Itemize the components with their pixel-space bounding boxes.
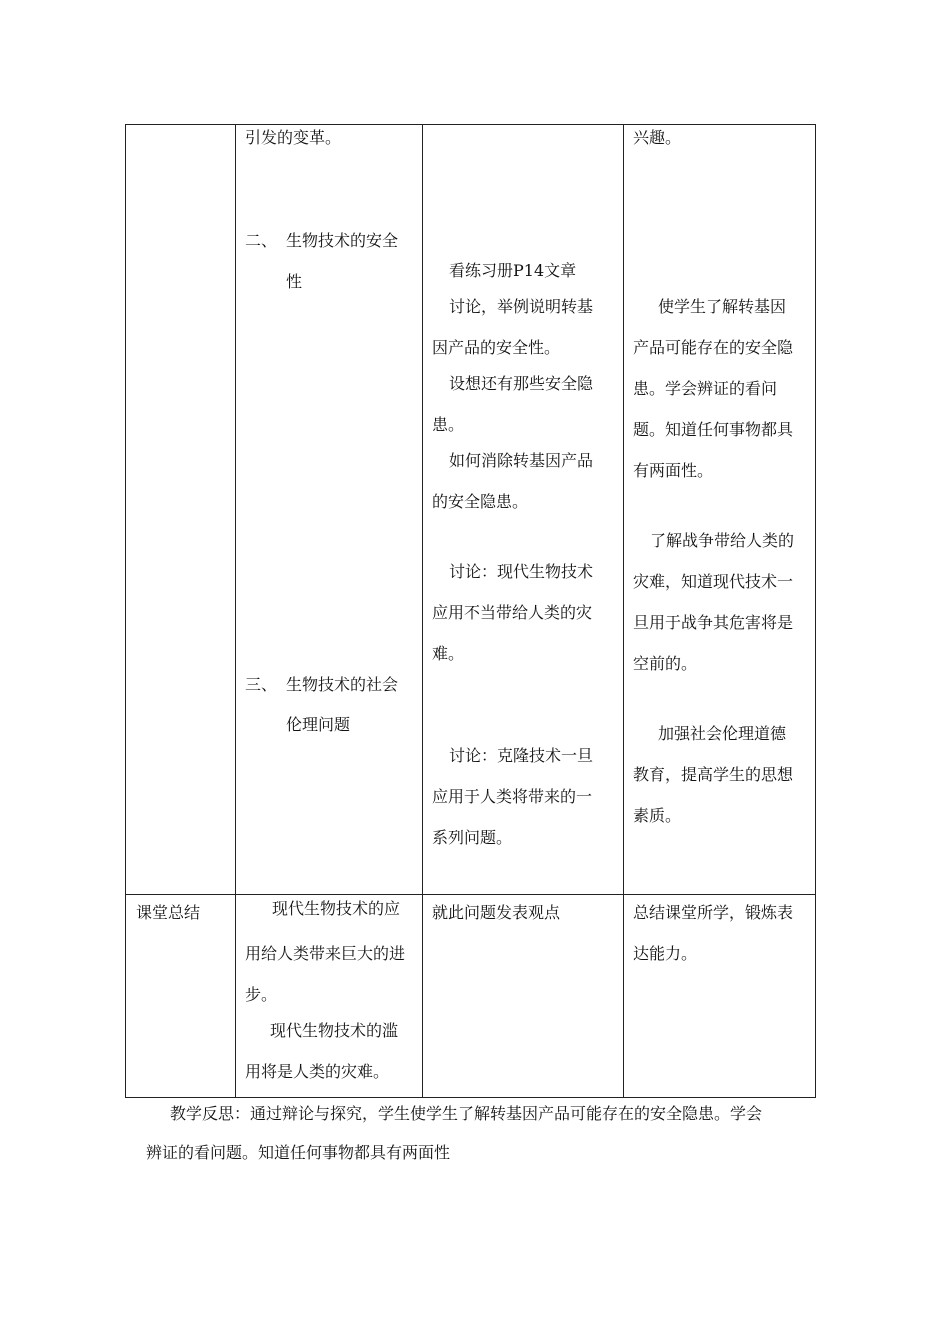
purpose-line: 达能力。 [633, 944, 698, 963]
section-number: 三、 [245, 675, 278, 694]
purpose-line: 教育，提高学生的思想 [633, 765, 794, 784]
purpose-line: 患。学会辨证的看问 [633, 379, 778, 398]
section-number: 二、 [245, 231, 278, 250]
activity-line: 讨论，举例说明转基 [449, 297, 594, 316]
reflection-line: 教学反思：通过辩论与探究，学生使学生了解转基因产品可能存在的安全隐患。学会 [170, 1104, 763, 1123]
activity-line: 难。 [432, 644, 465, 663]
purpose-line: 旦用于战争其危害将是 [633, 613, 794, 632]
table-border-right [815, 124, 816, 1098]
activity-line: 应用于人类将带来的一 [432, 787, 593, 806]
table-divider-1 [235, 124, 236, 1098]
purpose-line: 空前的。 [633, 654, 698, 673]
purpose-line: 灾难，知道现代技术一 [633, 572, 794, 591]
summary-line: 用将是人类的灾难。 [245, 1062, 390, 1081]
activity-line: 系列问题。 [432, 828, 513, 847]
purpose-line: 加强社会伦理道德 [658, 724, 787, 743]
content-line: 引发的变革。 [245, 128, 342, 147]
table-divider-2 [422, 124, 423, 1098]
summary-line: 现代生物技术的滥 [270, 1021, 399, 1040]
summary-line: 步。 [245, 985, 278, 1004]
purpose-line: 产品可能存在的安全隐 [633, 338, 794, 357]
purpose-line: 总结课堂所学，锻炼表 [633, 903, 794, 922]
table-border-bottom [125, 1097, 816, 1098]
table-border-left [125, 124, 126, 1098]
table-border-middle [125, 894, 816, 895]
section-title: 生物技术的社会 [286, 675, 399, 694]
activity-line: 因产品的安全性。 [432, 338, 561, 357]
activity-line: 应用不当带给人类的灾 [432, 603, 593, 622]
summary-line: 用给人类带来巨大的进 [245, 944, 406, 963]
purpose-line: 题。知道任何事物都具 [633, 420, 794, 439]
activity-line: 的安全隐患。 [432, 492, 529, 511]
activity-line: 讨论：克隆技术一旦 [449, 746, 594, 765]
section-title: 生物技术的安全 [286, 231, 399, 250]
purpose-line: 兴趣。 [633, 128, 682, 147]
activity-line: 设想还有那些安全隐 [449, 374, 594, 393]
section-title: 伦理问题 [286, 715, 351, 734]
summary-line: 现代生物技术的应 [272, 899, 401, 918]
activity-line: 患。 [432, 415, 465, 434]
activity-line: 看练习册P14文章 [449, 261, 577, 280]
purpose-line: 素质。 [633, 806, 682, 825]
purpose-line: 有两面性。 [633, 461, 714, 480]
row-label: 课堂总结 [136, 903, 201, 922]
activity-line: 就此问题发表观点 [432, 903, 561, 922]
table-border-top [125, 124, 816, 125]
purpose-line: 使学生了解转基因 [658, 297, 787, 316]
section-title: 性 [286, 272, 303, 291]
activity-line: 讨论：现代生物技术 [449, 562, 594, 581]
activity-line: 如何消除转基因产品 [449, 451, 594, 470]
purpose-line: 了解战争带给人类的 [650, 531, 795, 550]
table-divider-3 [623, 124, 624, 1098]
reflection-line: 辨证的看问题。知道任何事物都具有两面性 [146, 1143, 451, 1162]
